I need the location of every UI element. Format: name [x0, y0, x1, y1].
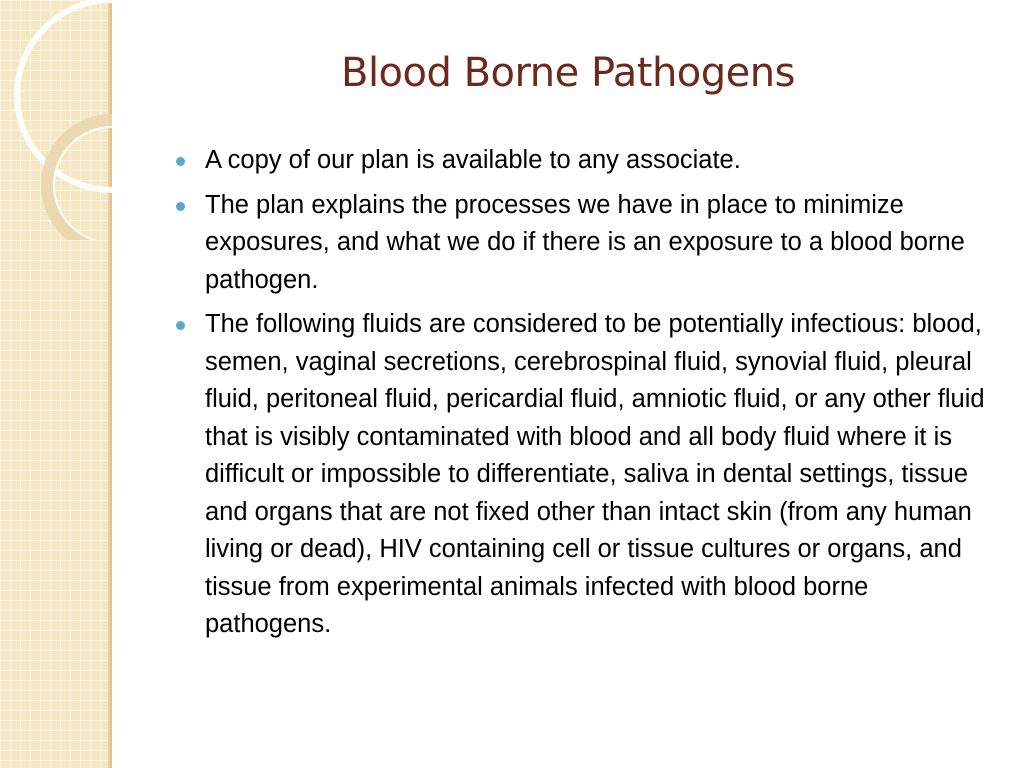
- bullet-item: [174, 187, 986, 300]
- bullet-dot-icon: [176, 321, 185, 330]
- slide-title: Blood Borne Pathogens: [341, 50, 795, 96]
- bullet-dot-icon: [176, 157, 185, 166]
- bullet-text: The plan explains the processes we have in place to minimize exposures, and what we do if there is an exposure to a blood borne pathogen.: [205, 190, 965, 294]
- bullet-text: The following fluids are considered to be potentially infectious: blood, semen, vaginal secretions, cerebrospinal fluid, synovial fluid, pleural fluid, peritoneal fluid, pericardial fluid, amniotic fluid, or any other fluid that is visibly contaminated with blood and all body fluid where it is difficult or impossible to differentiate, saliva in dental settings, tissue and organs that are not fixed other than intact skin (from any human living or dead), HIV containing cell or tissue cultures or organs, and tissue from experimental animals infected with blood borne pathogens.: [205, 310, 985, 638]
- decorative-circle-large: [17, 0, 112, 190]
- decorative-circles-icon: [0, 0, 112, 240]
- bullet-item: [174, 142, 986, 180]
- bullet-dot-icon: [176, 202, 185, 211]
- bullet-list: [174, 142, 986, 651]
- bullet-text: A copy of our plan is available to any associate.: [205, 146, 741, 174]
- bullet-item: [174, 306, 986, 644]
